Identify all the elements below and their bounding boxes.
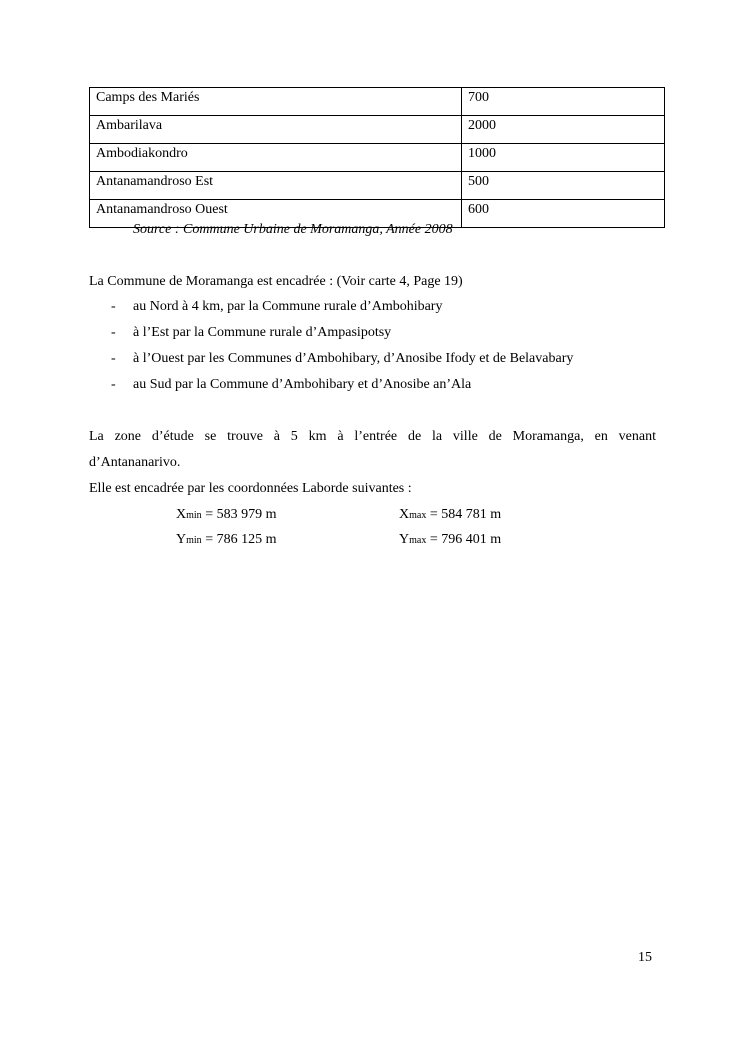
table-cell-name: Antanamandroso Est — [90, 172, 462, 200]
table-cell-value: 600 — [462, 200, 665, 228]
coord-letter: X — [176, 507, 187, 522]
coord-subscript: max — [409, 535, 427, 546]
coord-letter: X — [399, 507, 410, 522]
list-item-text: au Nord à 4 km, par la Commune rurale d’Ambohibary — [133, 299, 443, 314]
bullet-dash: - — [111, 299, 116, 314]
list-item — [89, 372, 656, 398]
coord-value: = 583 979 m — [201, 507, 277, 522]
coord-value: = 786 125 m — [201, 532, 277, 547]
list-item — [89, 320, 656, 346]
coord-value: = 796 401 m — [426, 532, 502, 547]
bullet-dash: - — [111, 351, 116, 366]
population-table — [89, 87, 665, 228]
table-cell-name: Ambarilava — [90, 116, 462, 144]
coord-subscript: min — [186, 510, 202, 521]
list-item-text: à l’Est par la Commune rurale d’Ampasipotsy — [133, 325, 392, 340]
table-cell-name: Antanamandroso Ouest — [90, 200, 462, 228]
table-row — [90, 172, 665, 200]
study-zone-paragraph — [89, 424, 656, 476]
list-item — [89, 294, 656, 320]
coord-subscript: max — [409, 510, 427, 521]
table-cell-value: 700 — [462, 88, 665, 116]
table-cell-value: 500 — [462, 172, 665, 200]
table-row — [90, 144, 665, 172]
boundaries-list — [89, 294, 656, 398]
table-row — [90, 116, 665, 144]
table-cell-name: Camps des Mariés — [90, 88, 462, 116]
page-number: 15 — [638, 950, 652, 965]
list-item-text: au Sud par la Commune d’Ambohibary et d’Anosibe an’Ala — [133, 377, 472, 392]
ymax-coordinate — [399, 530, 501, 551]
table-cell-name: Ambodiakondro — [90, 144, 462, 172]
xmin-coordinate — [176, 505, 276, 526]
coordinates-intro: Elle est encadrée par les coordonnées Laborde suivantes : — [89, 481, 412, 496]
list-item-text: à l’Ouest par les Communes d’Ambohibary, d’Anosibe Ifody et de Belavabary — [133, 351, 574, 366]
table-cell-value: 2000 — [462, 116, 665, 144]
table-source-caption: Source : Commune Urbaine de Moramanga, Année 2008 — [133, 222, 453, 237]
ymin-coordinate — [176, 530, 276, 551]
list-item — [89, 346, 656, 372]
coord-letter: Y — [399, 532, 410, 547]
coord-letter: Y — [176, 532, 187, 547]
intro-paragraph: La Commune de Moramanga est encadrée : (Voir carte 4, Page 19) — [89, 274, 463, 289]
table-cell-value: 1000 — [462, 144, 665, 172]
coord-subscript: min — [186, 535, 202, 546]
study-zone-line-1: La zone d’étude se trouve à 5 km à l’entrée de la ville de Moramanga, en venant — [89, 429, 656, 444]
bullet-dash: - — [111, 377, 116, 392]
table-row — [90, 88, 665, 116]
study-zone-line-2: d’Antananarivo. — [89, 455, 181, 470]
coord-value: = 584 781 m — [426, 507, 502, 522]
xmax-coordinate — [399, 505, 501, 526]
bullet-dash: - — [111, 325, 116, 340]
